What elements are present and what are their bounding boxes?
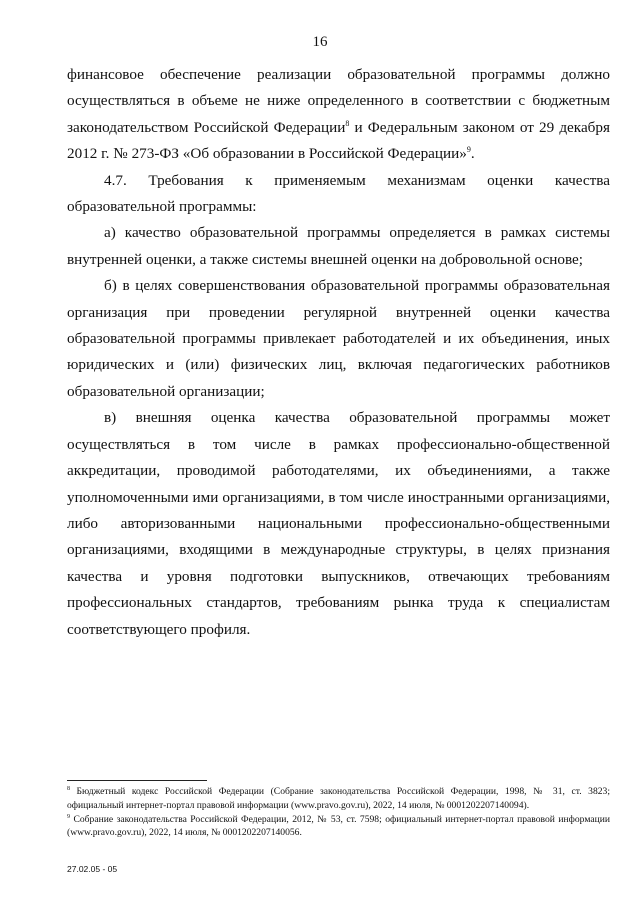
paragraph-4-7: 4.7. Требования к применяемым механизмам оценки качества образовательной программы: [67,171,610,216]
paragraph-funding-text: финансовое обеспечение реализации образовательной программы должно осуществляться в объеме не ниже определенного в соответствии с бюджетным законодательством Российской Федерации [67,66,610,136]
document-code: 27.02.05 - 05 [67,864,118,874]
page-number: 16 [312,34,328,50]
footnote-mark-9: 9 [67,813,70,820]
footnote-9 [67,813,610,841]
paragraph-item-b: б) в целях совершенствования образовательной программы образовательная организация при проведении регулярной внутренней оценки качества образовательной программы привлекает работодателей и их объединения, иных юридических и (или) физических лиц, включая педагогических работников образовательной организации; [67,277,610,400]
body-text [67,62,610,643]
paragraph-item-c: в) внешняя оценка качества образовательной программы может осуществляться в том числе в рамках профессионально-общественной аккредитации, проводимой работодателями, их объединениями, а также уполномоченными ими организациями, в том числе иностранными организациями, либо авторизованными национальными профессионально-общественными организациями, входящими в международные структуры, в целях признания качества и уровня подготовки выпускников, отвечающих требованиям профессиональных стандартов, требованиям рынка труда к специалистам соответствующего профиля. [67,409,610,638]
footnote-divider [67,780,207,781]
footnote-ref-9[interactable]: 9 [466,145,471,155]
footnote-9-text: Собрание законодательства Российской Федерации, 2012, № 53, ст. 7598; официальный интернет-портал правовой информации (www.pravo.gov.ru), 2022, 14 июля, № 0001202207140056. [67,813,610,839]
paragraph-funding-mid: и Федеральным законом от 29 декабря 2012 г. № 273-ФЗ «Об образовании в Российской Федерации» [67,118,610,163]
footnote-8 [67,785,610,813]
paragraph-funding [67,62,610,168]
footnotes [67,785,610,840]
paragraph-funding-end: . [470,145,475,163]
footnote-ref-8[interactable]: 8 [345,118,350,128]
paragraph-item-a: а) качество образовательной программы определяется в рамках системы внутренней оценки, а также системы внешней оценки на добровольной основе; [67,224,610,268]
footnote-8-text: Бюджетный кодекс Российской Федерации (Собрание законодательства Российской Федерации, 1998, № 31, ст. 3823; официальный интернет-портал правовой информации (www.pravo.gov.ru), 2022, 14 июля, № 0001202207140094). [67,786,610,811]
footnote-mark-8: 8 [67,786,70,792]
